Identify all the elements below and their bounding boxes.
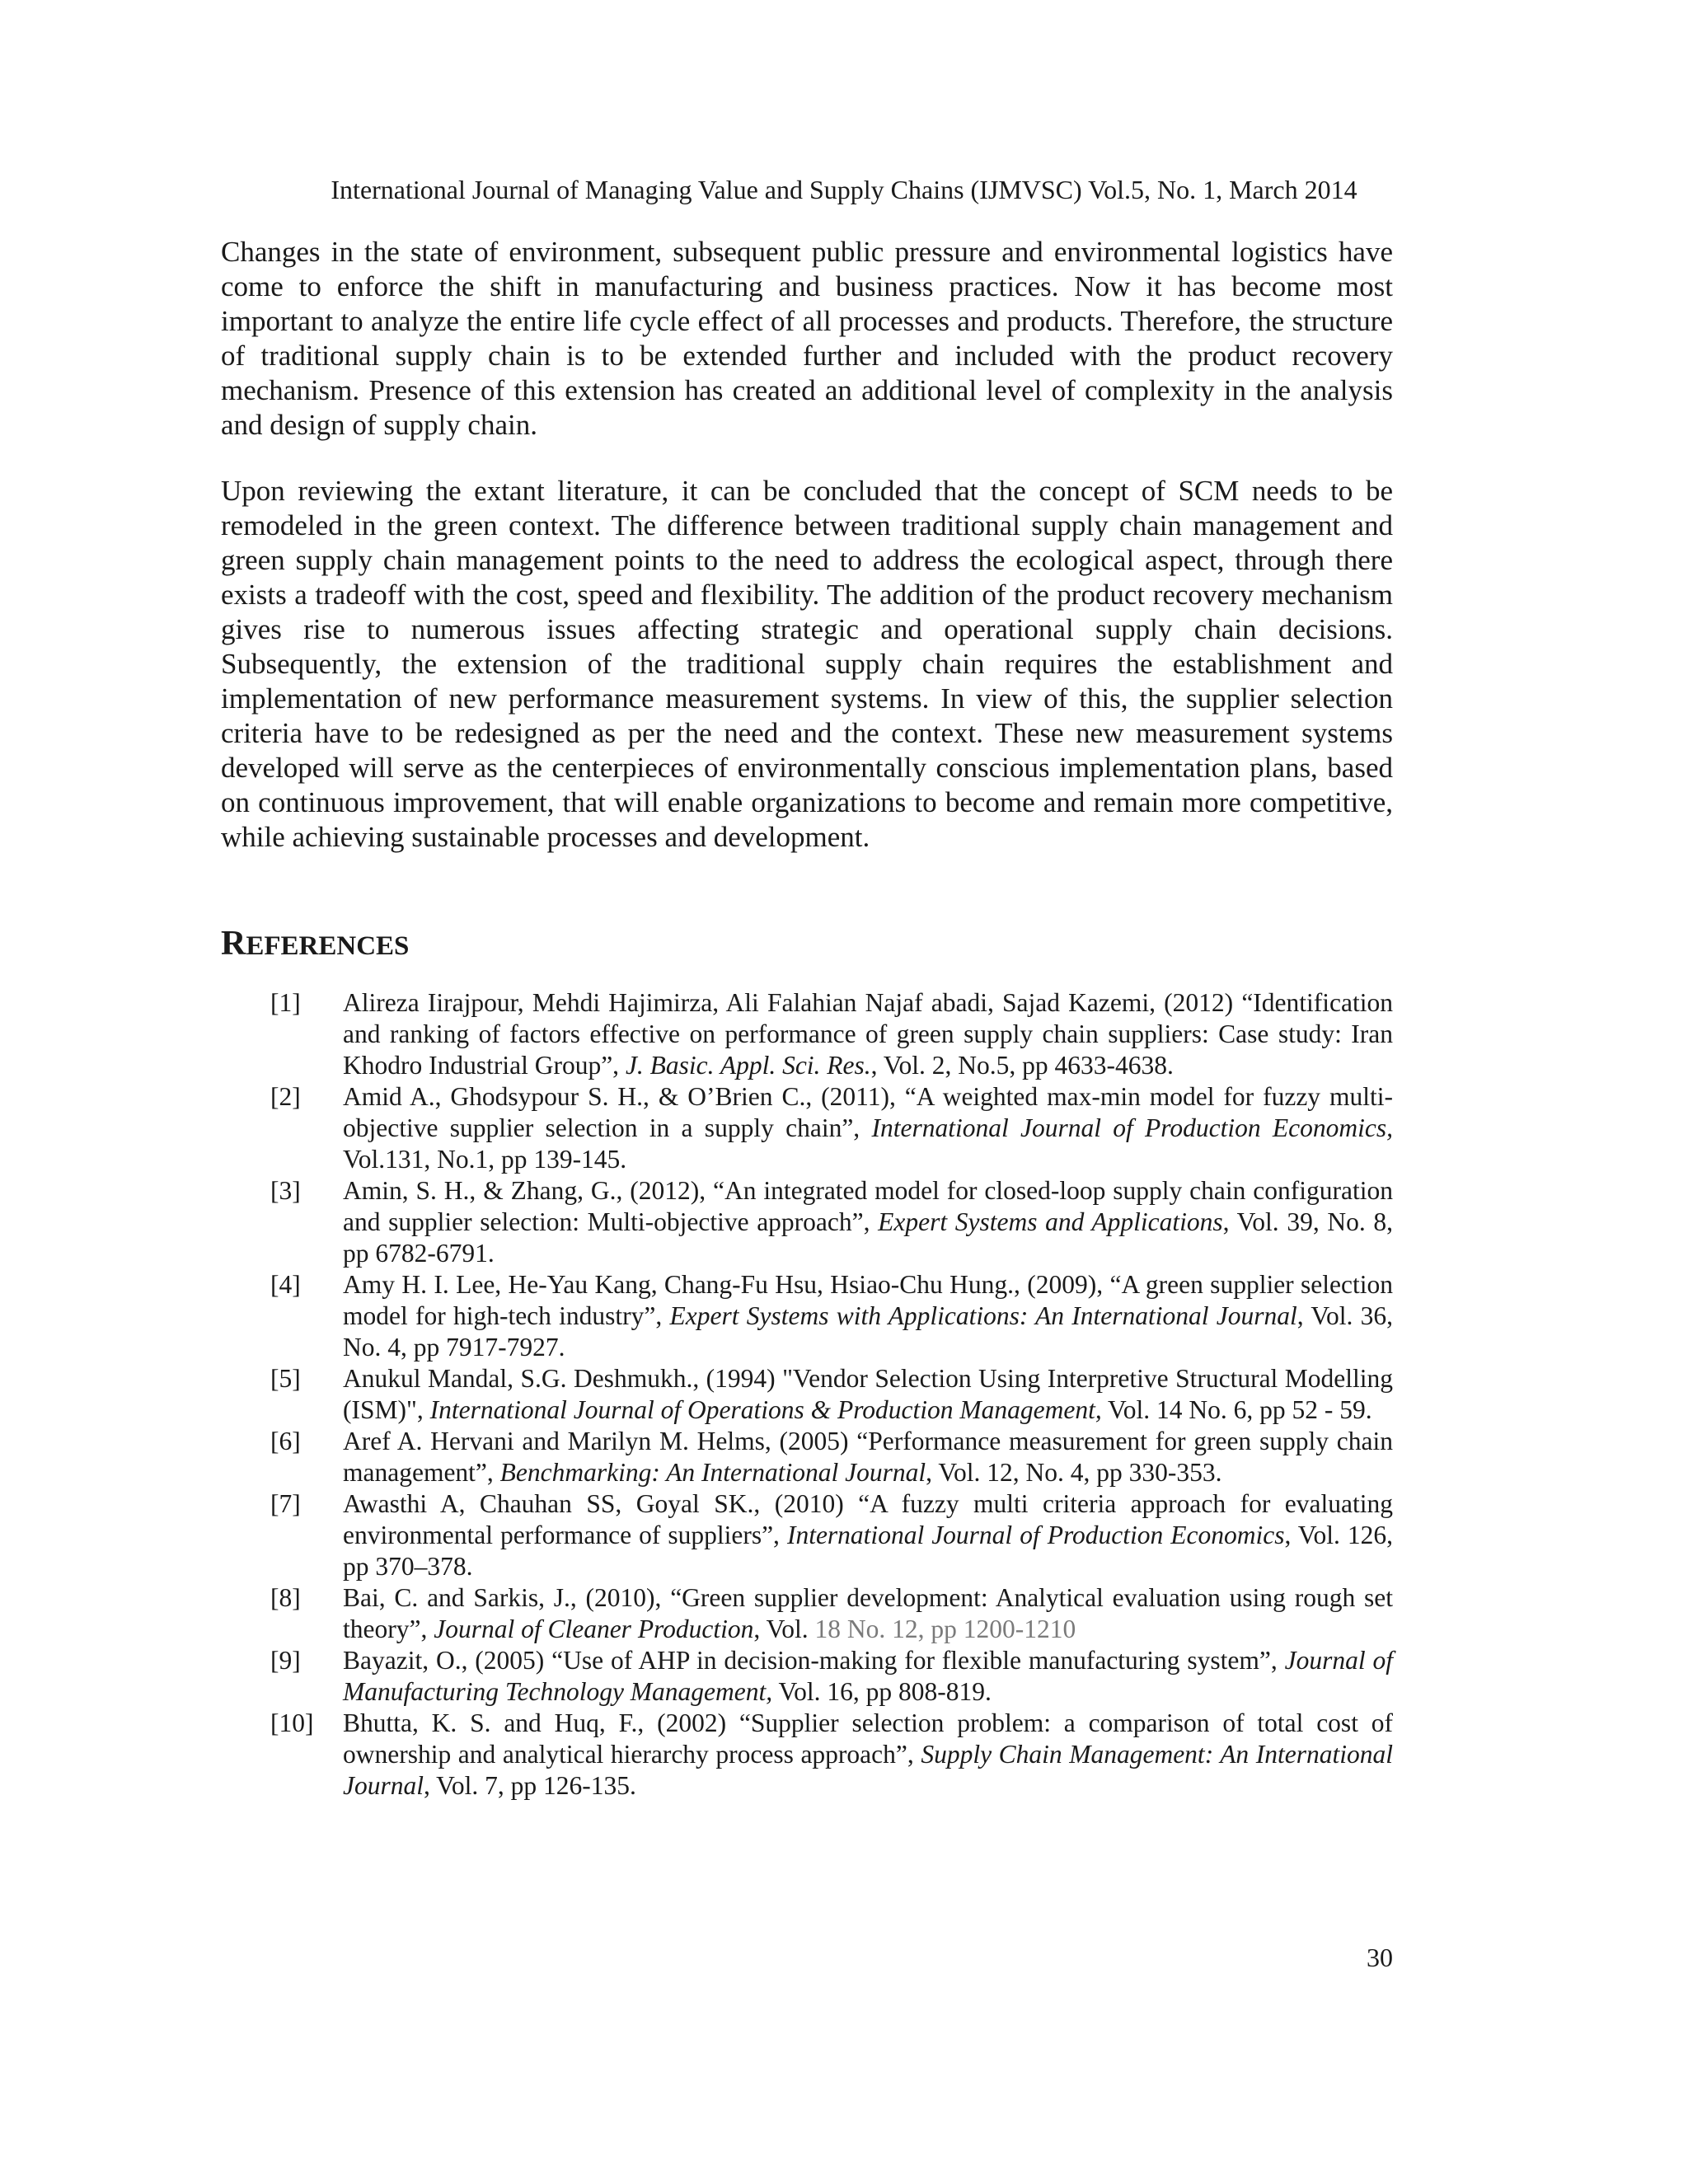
reference-text: Aref A. Hervani and Marilyn M. Helms, (2005) “Performance measurement for green supply chain management”, Benchmarking: An International Journal, Vol. 12, No. 4, pp 330-353. [343,1427,1393,1487]
reference-text: Anukul Mandal, S.G. Deshmukh., (1994) "Vendor Selection Using Interpretive Structural Modelling (ISM)", International Journal of Operations & Production Management, Vol. 14 No. 6, pp 52 - 59. [343,1364,1393,1424]
reference-faded-text: 18 No. 12, pp 1200-1210 [814,1615,1076,1643]
running-header: International Journal of Managing Value and Supply Chains (IJMVSC) Vol.5, No. 1, March 2014 [331,175,1357,204]
reference-text: Amid A., Ghodsypour S. H., & O’Brien C., (2011), “A weighted max-min model for fuzzy multi-objective supplier selection in a supply chain”, International Journal of Production Economics, Vol.131, No.1, pp 139-145. [343,1082,1393,1174]
reference-item [270,1081,1393,1175]
reference-number: [2] [270,1082,301,1111]
reference-journal: International Journal of Production Economics, [871,1113,1393,1142]
page-number: 30 [1367,1943,1393,1972]
reference-item [270,1582,1393,1645]
reference-number: [8] [270,1583,301,1612]
reference-text: Alireza Iirajpour, Mehdi Hajimirza, Ali Falahian Najaf abadi, Sajad Kazemi, (2012) “Identification and ranking of factors effective on performance of green supply chain suppliers: Case study: Iran Khodro Industrial Group”, J. Basic. Appl. Sci. Res., Vol. 2, No.5, pp 4633-4638. [343,988,1393,1080]
reference-text: Amin, S. H., & Zhang, G., (2012), “An integrated model for closed-loop supply chain configuration and supplier selection: Multi-objective approach”, Expert Systems and Applications, Vol. 39, No. 8, pp 6782-6791. [343,1176,1393,1268]
reference-text: Awasthi A, Chauhan SS, Goyal SK., (2010) “A fuzzy multi criteria approach for evaluating environmental performance of suppliers”, International Journal of Production Economics, Vol. 126, pp 370–378. [343,1489,1393,1581]
reference-item [270,1363,1393,1426]
reference-text: Amy H. I. Lee, He-Yau Kang, Chang-Fu Hsu, Hsiao-Chu Hung., (2009), “A green supplier selection model for high-tech industry”, Expert Systems with Applications: An International Journal, Vol. 36, No. 4, pp 7917-7927. [343,1270,1394,1361]
reference-journal: International Journal of Production Economics [786,1521,1285,1549]
reference-item [270,1645,1393,1708]
references-heading-rest: EFERENCES [246,931,410,961]
reference-text: Bhutta, K. S. and Huq, F., (2002) “Supplier selection problem: a comparison of total cost of ownership and analytical hierarchy process approach”, Supply Chain Management: An International Journal, Vol. 7, pp 126-135. [343,1708,1393,1800]
reference-item [270,1269,1393,1363]
reference-text: Bai, C. and Sarkis, J., (2010), “Green supplier development: Analytical evaluation using rough set theory”, Journal of Cleaner Production, Vol. 18 No. 12, pp 1200-1210 [343,1583,1393,1643]
reference-number: [10] [270,1708,314,1737]
reference-journal: Supply Chain Management: An International Journal [343,1740,1393,1800]
reference-number: [9] [270,1646,301,1675]
reference-text: Bayazit, O., (2005) “Use of AHP in decision-making for flexible manufacturing system”, Journal of Manufacturing Technology Management, Vol. 16, pp 808-819. [343,1646,1393,1706]
reference-journal: J. Basic. Appl. Sci. Res. [625,1051,871,1080]
reference-number: [6] [270,1427,301,1455]
reference-item [270,1426,1393,1488]
reference-item [270,1488,1393,1582]
reference-number: [3] [270,1176,301,1205]
reference-journal: Journal of Cleaner Production [434,1615,754,1643]
reference-journal: International Journal of Operations & Production Management, [429,1395,1102,1424]
references-heading [221,926,409,963]
reference-item [270,987,1393,1081]
body-paragraph-1: Changes in the state of environment, subsequent public pressure and environmental logistics have come to enforce the shift in manufacturing and business practices. Now it has become most important to analyze the entire life cycle effect of all processes and products. Therefore, the structure of traditional supply chain is to be extended further and included with the product recovery mechanism. Presence of this extension has created an additional level of complexity in the analysis and design of supply chain. [221,236,1393,441]
reference-list [270,987,1393,1802]
reference-number: [1] [270,988,301,1017]
reference-journal: Expert Systems with Applications: An International Journal [669,1301,1297,1330]
reference-journal: Journal of Manufacturing Technology Management, [343,1646,1393,1706]
reference-journal: Expert Systems and Applications [878,1207,1223,1236]
references-heading-initial: R [221,925,246,963]
reference-item [270,1708,1393,1802]
reference-number: [5] [270,1364,301,1393]
reference-number: [4] [270,1270,301,1299]
reference-item [270,1175,1393,1269]
reference-journal: Benchmarking: An International Journal [499,1458,926,1487]
body-paragraph-2: Upon reviewing the extant literature, it can be concluded that the concept of SCM needs to be remodeled in the green context. The difference between traditional supply chain management and green supply chain management points to the need to address the ecological aspect, through there exists a tradeoff with the cost, speed and flexibility. The addition of the product recovery mechanism gives rise to numerous issues affecting strategic and operational supply chain decisions. Subsequently, the extension of the traditional supply chain requires the establishment and implementation of new performance measurement systems. In view of this, the supplier selection criteria have to be redesigned as per the need and the context. These new measurement systems developed will serve as the centerpieces of environmentally conscious implementation plans, based on continuous improvement, that will enable organizations to become and remain more competitive, while achieving sustainable processes and development. [221,475,1393,853]
reference-number: [7] [270,1489,301,1518]
